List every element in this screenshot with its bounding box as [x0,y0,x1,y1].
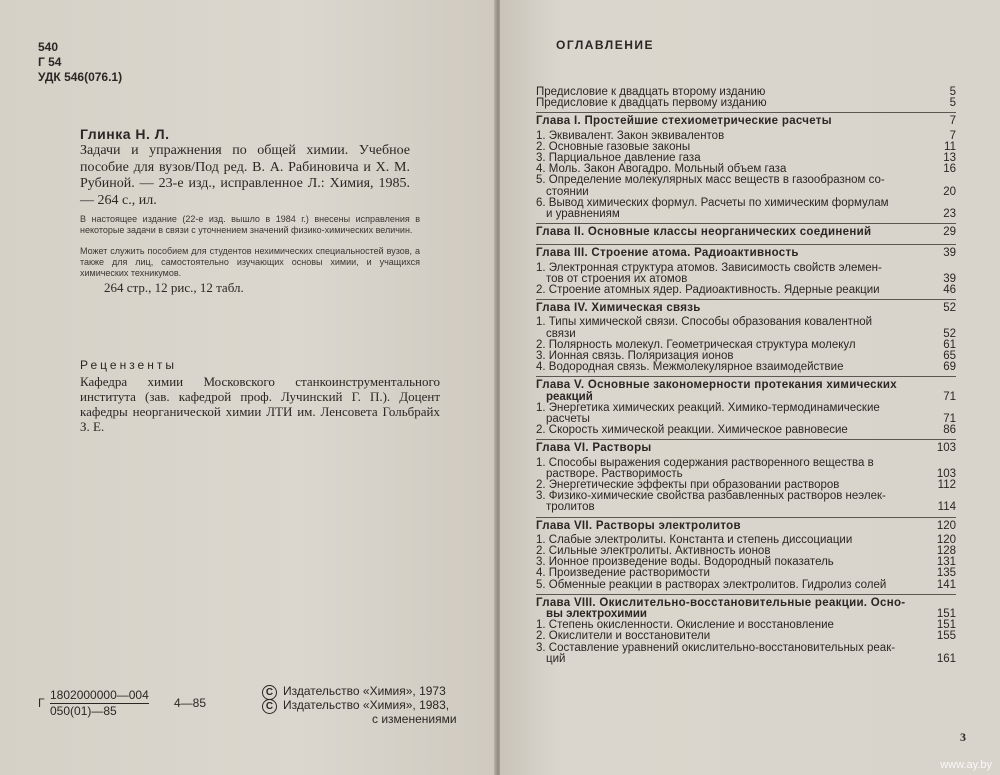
toc-page-number: 135 [936,567,956,580]
chapter-divider [536,112,956,113]
toc-entry-title: 2. Основные газовые законы [536,140,691,153]
toc-page-number: 86 [943,424,956,437]
toc-entry-title: 4. Произведение растворимости [536,567,710,580]
toc-page-number: 120 [936,533,956,546]
toc-page-number: 20 [943,185,956,198]
toc-entry-title: 2. Скорость химической реакции. Химическое равновесие [536,424,848,437]
toc-page-number: 103 [936,442,956,455]
toc-entry-title: 4. Моль. Закон Авогадро. Мольный объем газа [536,163,787,176]
edition-note: В настоящее издание (22-е изд. вышло в 1984 г.) внесены исправления в некоторые задачи в связи с уточнением значений физико-химических величин. [80,214,420,235]
toc-entry-title: Глава VI. Растворы [536,442,652,455]
chapter-divider [536,376,956,377]
toc-page-number: 151 [936,619,956,632]
toc-entry-title: 4. Водородная связь. Межмолекулярное взаимодействие [536,361,844,374]
watermark: www.ay.by [940,759,992,771]
toc-page-number: 5 [949,97,956,110]
toc-page-number: 52 [943,327,956,340]
toc-page-number: 39 [943,272,956,285]
author-name: Глинка Н. Л. [80,126,170,142]
toc-entry-title: 5. Обменные реакции в растворах электролитов. Гидролиз солей [536,578,887,591]
copyright-line-3: с изменениями [372,712,457,726]
toc-page-number: 61 [943,338,956,351]
reviewers-text: Кафедра химии Московского станкоинструментального института (зав. кафедрой проф. Лучинский Г. П.). Доцент кафедры неорганической химии ЛТИ им. Ленсовета Гольбрайх З. Е. [80,374,440,434]
toc-entry-title: 3. Составление уравнений окислительно-восстановительных реак- [536,641,896,654]
toc-page-number: 29 [943,226,956,239]
toc-entry-title: 1. Способы выражения содержания растворенного вещества в [536,456,874,469]
toc-page-number: 69 [943,361,956,374]
copyright-line-2: C Издательство «Химия», 1983, [262,698,449,714]
code-denominator: 050(01)—85 [50,704,117,718]
copyright-icon: C [262,685,277,700]
audience-note: Может служить пособием для студентов нехимических специальностей вузов, а также для лиц, самостоятельно изучающих основы химии, и учащихся химических техникумов. [80,246,420,278]
toc-entry-title: 3. Парциальное давление газа [536,152,701,164]
toc-entry-title: связи [546,327,576,340]
toc-page-number: 23 [943,208,956,220]
copyright-line-1: C Издательство «Химия», 1973 [262,684,446,700]
left-page [0,0,496,775]
toc-entry-title: тролитов [546,501,595,514]
toc-page-number: 39 [943,247,956,260]
toc-entry-title: Глава V. Основные закономерности протекания химических [536,379,897,392]
toc-entry-title: 1. Типы химической связи. Способы образования ковалентной [536,316,873,329]
chapter-divider [536,439,956,440]
toc-title: ОГЛАВЛЕНИЕ [556,38,655,52]
toc-entry-title: вы электрохимии [546,608,647,620]
toc-page-number: 120 [936,519,956,532]
chapter-divider [536,299,956,300]
toc-page-number: 128 [936,545,956,557]
toc-entry-title: 1. Эквивалент. Закон эквивалентов [536,129,725,142]
toc-page-number: 5 [949,86,956,98]
toc-entry-title: стоянии [546,185,589,198]
copyright-icon: C [262,699,277,714]
toc-entry-title: 2. Окислители и восстановители [536,630,711,643]
code-suffix: 4—85 [174,696,207,710]
toc-page-number: 151 [936,608,956,620]
toc-page-number: 7 [949,129,956,142]
toc-entry-title: Глава I. Простейшие стехиометрические расчеты [536,115,832,128]
toc-page-number: 13 [943,152,956,164]
toc-entry-title: 3. Ионное произведение воды. Водородный показатель [536,556,834,569]
chapter-divider [536,223,956,224]
toc-entry-title: 3. Ионная связь. Поляризация ионов [536,350,734,362]
toc-entry-title: 1. Электронная структура атомов. Зависимость свойств элемен- [536,261,882,274]
chapter-divider [536,244,956,245]
toc-entry-title: 3. Физико-химические свойства разбавленных растворов неэлек- [536,490,886,503]
toc-page-number: 52 [943,302,956,315]
toc-entry-title: Глава VII. Растворы электролитов [536,519,741,532]
bbk-code: 540 [38,40,59,54]
toc-page-number: 155 [936,630,956,643]
page-number: 3 [960,730,966,744]
toc-entry-title: Глава IV. Химическая связь [536,302,701,315]
toc-page-number: 161 [936,652,956,665]
toc-entry-title: 6. Вывод химических формул. Расчеты по химическим формулам [536,196,889,209]
toc-entry-title: Глава III. Строение атома. Радиоактивность [536,247,799,260]
toc-entry-title: и уравнениям [546,208,620,220]
udc-code: УДК 546(076.1) [38,70,123,84]
toc-page-number: 16 [943,163,956,176]
toc-page-number: 46 [943,284,956,296]
page-count: 264 стр., 12 рис., 12 табл. [104,280,244,295]
toc-entry-title: Глава VIII. Окислительно-восстановительные реакции. Осно- [536,596,906,609]
toc-entry-title: 2. Строение атомных ядер. Радиоактивность. Ядерные реакции [536,284,880,296]
toc-entry-title: растворе. Растворимость [546,467,683,480]
toc-entry-title: 1. Слабые электролиты. Константа и степень диссоциации [536,533,853,546]
chapter-divider [536,594,956,595]
author-mark: Г 54 [38,55,62,69]
code-letter: Г [38,696,45,710]
chapter-divider [536,517,956,518]
toc-page-number: 7 [949,115,956,128]
toc-page-number: 71 [943,390,956,403]
toc-page-number: 112 [937,479,956,491]
reviewers-heading: Рецензенты [80,358,177,372]
toc-page-number: 11 [944,140,956,153]
toc-entry-title: Предисловие к двадцать первому изданию [536,97,767,110]
toc-entry-title: реакций [546,390,593,403]
toc-page-number: 103 [936,467,956,480]
toc-entry-title: 2. Сильные электролиты. Активность ионов [536,545,771,557]
toc-page-number: 65 [943,350,956,362]
toc-entry-title: 1. Степень окисленности. Окисление и восстановление [536,619,834,632]
toc-entry-title: 2. Полярность молекул. Геометрическая структура молекул [536,338,856,351]
toc-entry-title: расчеты [546,413,590,425]
toc-entry-title: ций [546,652,566,665]
toc-entry-title: 5. Определение молекулярных масс веществ в газообразном со- [536,174,885,187]
right-page [500,0,1000,775]
toc-page-number: 141 [936,578,956,591]
toc-entry-title: Глава II. Основные классы неорганических соединений [536,226,872,239]
toc-page-number: 71 [943,413,956,425]
code-numerator: 1802000000—004 [50,688,149,702]
toc-page-number: 131 [936,556,956,569]
toc-entry-title: 2. Энергетические эффекты при образовании растворов [536,479,840,491]
book-description: Задачи и упражнения по общей химии. Учебное пособие для вузов/Под ред. В. А. Рабиновича и Х. М. Рубиной. — 23-е изд., исправленное Л.: Химия, 1985. — 264 с., ил. [80,143,410,208]
toc-entry-title: тов от строения их атомов [546,272,688,285]
toc-entry-title: 1. Энергетика химических реакций. Химико-термодинамические [536,401,880,414]
toc-page-number: 114 [937,501,956,514]
toc-entry-title: Предисловие к двадцать второму изданию [536,86,766,98]
